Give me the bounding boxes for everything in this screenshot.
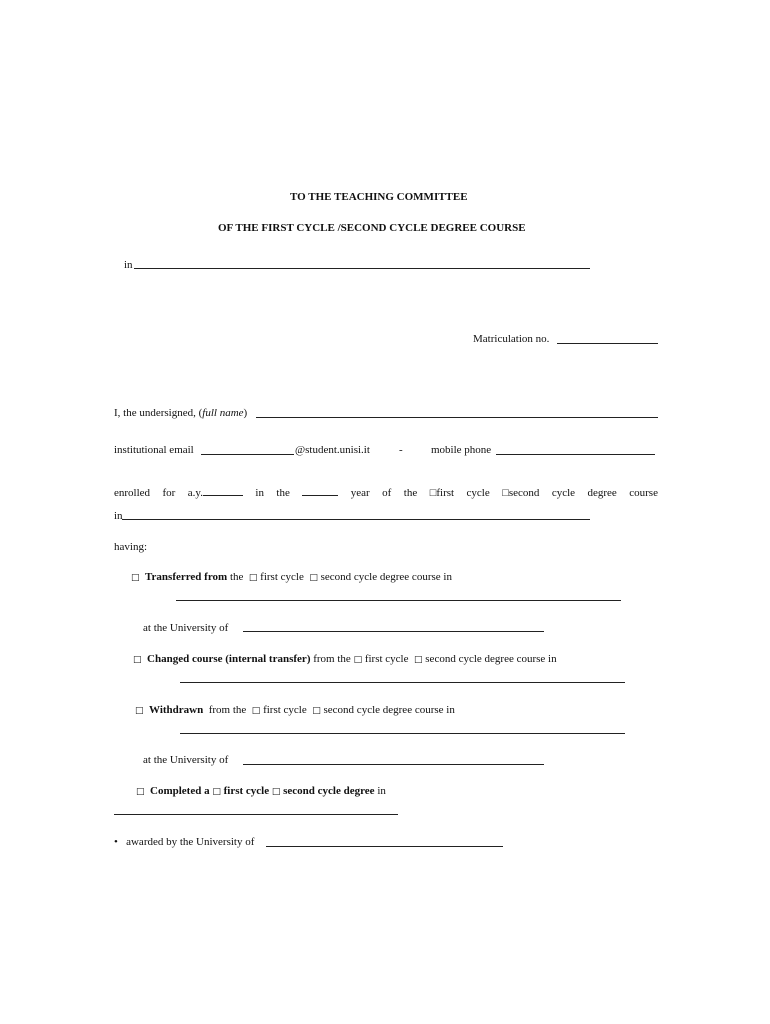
transferred-second-cycle-checkbox[interactable]: □	[309, 573, 318, 583]
changed-second-cycle-label: second cycle degree course in	[425, 653, 557, 665]
completed-checkbox[interactable]: □	[136, 787, 145, 797]
changed-row	[133, 652, 557, 667]
of-word: of	[382, 487, 392, 499]
withdrawn-first-cycle-label: first cycle	[263, 704, 307, 716]
changed-first-cycle-label: first cycle	[364, 653, 409, 665]
transferred-label: Transferred from	[145, 571, 228, 583]
transferred-university-field[interactable]	[243, 631, 544, 632]
changed-course-field[interactable]	[180, 682, 625, 683]
withdrawn-from-the: from the	[208, 704, 247, 716]
completed-row	[136, 784, 386, 799]
the-word: the	[276, 487, 290, 499]
changed-second-cycle-checkbox[interactable]: □	[414, 655, 423, 665]
withdrawn-second-cycle-label: second cycle degree course in	[323, 704, 455, 716]
changed-first-cycle-checkbox[interactable]: □	[353, 655, 363, 665]
enrolled-in-label: in	[114, 510, 123, 522]
mobile-phone-field[interactable]	[496, 454, 655, 455]
completed-first-cycle-label: first cycle	[223, 785, 270, 797]
the-word-2: the	[403, 487, 418, 499]
course-in-label: in	[124, 259, 133, 271]
close-paren: )	[243, 407, 248, 419]
in-word: in	[255, 487, 264, 499]
transferred-course-field[interactable]	[176, 600, 621, 601]
transferred-the: the	[229, 571, 244, 583]
year-number-field[interactable]	[302, 485, 338, 496]
withdrawn-second-cycle-checkbox[interactable]: □	[312, 706, 321, 716]
full-name-field[interactable]	[256, 417, 658, 418]
changed-from-the: from the	[313, 653, 351, 665]
completed-first-cycle-checkbox[interactable]: □	[212, 787, 221, 797]
for-word: for	[162, 487, 176, 499]
matriculation-label: Matriculation no.	[473, 333, 550, 345]
email-field[interactable]	[201, 454, 294, 455]
enrolled-row	[114, 485, 658, 500]
heading-committee: TO THE TEACHING COMMITTEE	[290, 191, 468, 203]
transferred-second-cycle-label: second cycle degree course in	[320, 571, 452, 583]
withdrawn-university-field[interactable]	[243, 764, 544, 765]
completed-in-label: in	[377, 785, 386, 797]
bullet-icon: •	[114, 836, 118, 848]
changed-label: Changed course (	[147, 653, 229, 665]
completed-label: Completed a	[150, 785, 210, 797]
withdrawn-checkbox[interactable]: □	[135, 706, 144, 716]
transferred-university-label: at the University of	[143, 622, 229, 634]
transferred-checkbox[interactable]: □	[131, 573, 140, 583]
transferred-first-cycle-label: first cycle	[260, 571, 304, 583]
cycle-word: cycle	[466, 487, 490, 499]
second-cycle-checkbox[interactable]: □second	[502, 487, 540, 499]
undersigned-row	[114, 406, 247, 420]
heading-degree-course: OF THE FIRST CYCLE /SECOND CYCLE DEGREE COURSE	[218, 222, 526, 234]
completed-degree-field[interactable]	[114, 814, 398, 815]
enrolled-course-field[interactable]	[122, 519, 590, 520]
degree-word: degree	[587, 487, 617, 499]
ay-word: a.y.	[187, 487, 203, 499]
undersigned-label: I, the undersigned, (	[114, 407, 203, 419]
completed-second-cycle-checkbox[interactable]: □	[271, 787, 281, 797]
changed-checkbox[interactable]: □	[133, 655, 142, 665]
transferred-first-cycle-checkbox[interactable]: □	[248, 573, 258, 583]
having-label: having:	[114, 541, 147, 553]
email-domain: @student.unisi.it	[295, 444, 370, 456]
course-in-row	[124, 258, 133, 272]
cycle-word-2: cycle	[551, 487, 576, 499]
withdrawn-first-cycle-checkbox[interactable]: □	[251, 706, 261, 716]
academic-year-field[interactable]	[203, 485, 243, 496]
withdrawn-course-field[interactable]	[180, 733, 625, 734]
awarded-label: awarded by the University of	[126, 836, 255, 848]
first-cycle-checkbox[interactable]: □first	[429, 487, 455, 499]
transferred-row	[131, 570, 452, 585]
internal-transfer-label: internal transfer	[228, 653, 307, 665]
email-label: institutional email	[114, 444, 194, 456]
full-name-label: full name	[202, 407, 244, 419]
enrolled-word: enrolled	[114, 487, 151, 499]
mobile-phone-label: mobile phone	[431, 444, 492, 456]
course-in-field[interactable]	[134, 268, 590, 269]
changed-close-paren: )	[306, 653, 311, 665]
withdrawn-label: Withdrawn	[149, 704, 204, 716]
awarded-university-field[interactable]	[266, 846, 503, 847]
matriculation-field[interactable]	[557, 343, 658, 344]
year-word: year	[350, 487, 370, 499]
completed-second-cycle-label: second cycle degree	[283, 785, 375, 797]
separator-dash: -	[399, 444, 403, 456]
withdrawn-university-label: at the University of	[143, 754, 229, 766]
awarded-row	[114, 835, 254, 849]
course-word: course	[629, 487, 658, 499]
withdrawn-row	[135, 703, 455, 718]
